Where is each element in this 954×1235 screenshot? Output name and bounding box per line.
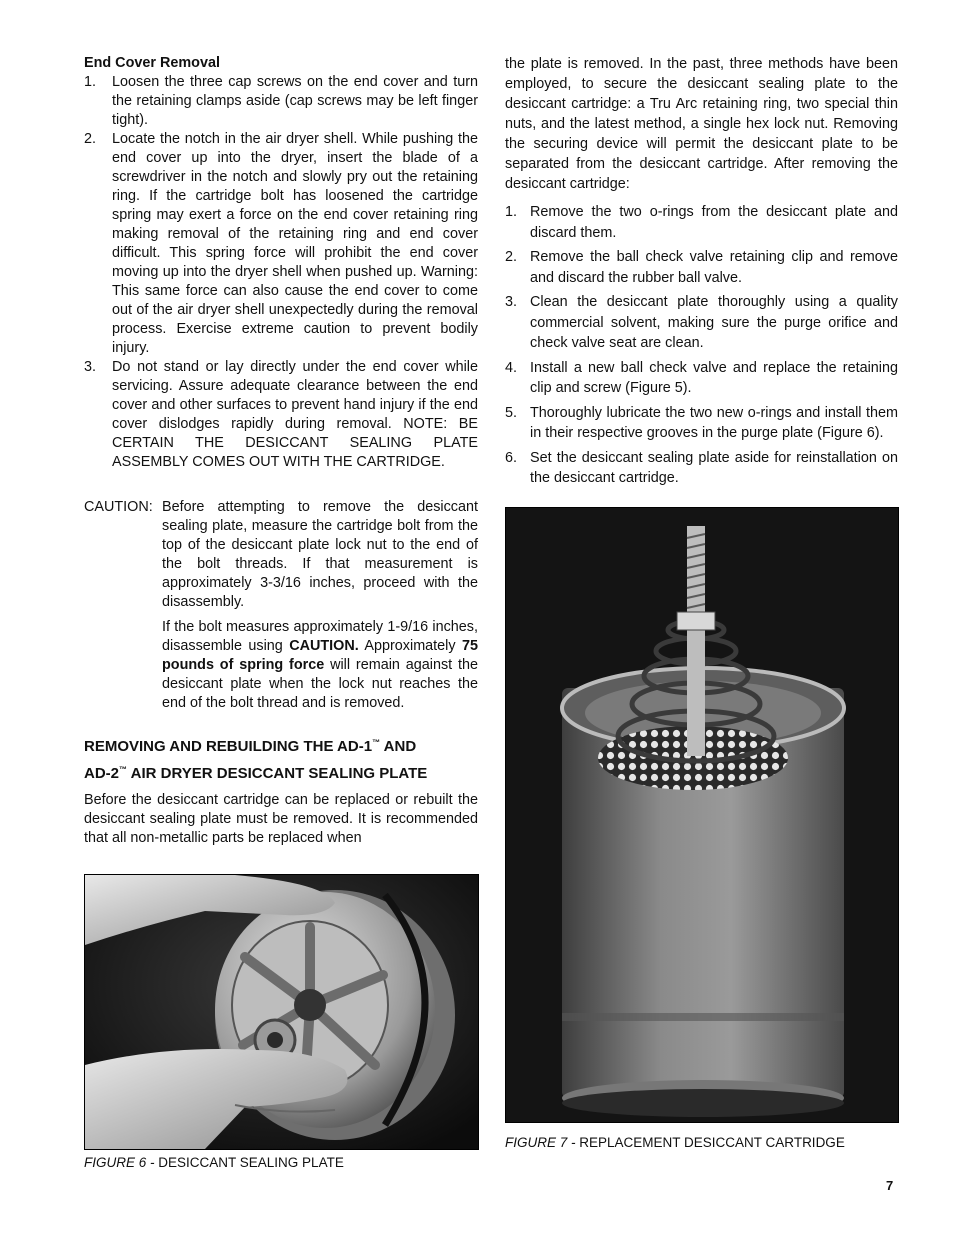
spring-force-emphasis: 75 pounds of spring force	[162, 638, 478, 673]
desiccant-cartridge-illustration	[506, 508, 898, 1122]
figure-label: FIGURE 6 -	[84, 1155, 155, 1170]
left-column	[84, 54, 478, 848]
trademark-mark: ™	[372, 738, 381, 747]
step-number: 1.	[505, 204, 518, 220]
step-text: Clean the desiccant plate thoroughly using a quality commercial solvent, making sure the purge orifice and check valve seat are clean.	[530, 294, 898, 351]
title-part: AND	[380, 738, 417, 755]
title-part: REMOVING AND REBUILDING THE AD-1	[84, 738, 373, 755]
list-item	[505, 358, 898, 399]
trademark-mark: ™	[119, 765, 128, 774]
caution-label: CAUTION:	[84, 499, 153, 515]
list-item	[505, 448, 898, 489]
right-column	[505, 54, 898, 493]
figure-label: FIGURE 7 -	[505, 1135, 576, 1150]
step-text: Remove the ball check valve retaining clip and remove and discard the rubber ball valve.	[530, 249, 898, 286]
end-cover-steps	[84, 73, 478, 472]
step-text: Remove the two o-rings from the desiccant plate and discard them.	[530, 204, 898, 241]
step-number: 6.	[505, 449, 518, 466]
caution-paragraph-2	[162, 618, 478, 713]
caution-paragraph-1: Before attempting to remove the desiccant sealing plate, measure the cartridge bolt from the top of the desiccant plate lock nut to the end of the bolt threads. If that measurement is approximately 3-3/16 inches, proceed with the disassembly.	[162, 499, 478, 610]
right-intro: the plate is removed. In the past, three methods have been employed, to secure the desiccant sealing plate to the desiccant cartridge: a Tru Arc retaining ring, two special thin nuts, and the latest method, a single hex lock nut. Removing the securing device will permit the desiccant plate to be separated from the desiccant cartridge. After removing the desiccant cartridge:	[505, 56, 898, 192]
list-item	[505, 292, 898, 354]
figure-6-photo	[84, 874, 479, 1150]
page-number: 7	[886, 1178, 894, 1193]
section-heading-end-cover-removal: End Cover Removal	[84, 55, 220, 71]
list-item	[505, 403, 898, 444]
caution-text: will remain against the desiccant plate when the lock nut reaches the end of the bolt thread and is removed.	[162, 657, 478, 711]
caution-text: If the bolt measures approximately 1-9/16 inches, disassemble using	[162, 619, 478, 654]
figure-caption-text: REPLACEMENT DESICCANT CARTRIDGE	[575, 1135, 845, 1150]
figure-7-caption	[505, 1133, 845, 1152]
step-text: Set the desiccant sealing plate aside for reinstallation on the desiccant cartridge.	[530, 449, 898, 486]
step-number: 2.	[84, 131, 97, 147]
sealing-plate-illustration	[85, 875, 478, 1149]
plate-steps	[505, 202, 898, 489]
title-part: AD-2	[84, 765, 120, 782]
step-text: Locate the notch in the air dryer shell. While pushing the end cover up into the dryer, insert the blade of a screwdriver in the notch and slowly pry out the retaining ring. If the cartridge bolt has loosened the cartridge spring may exert a force on the end cover retaining ring making removal of the retaining ring and end cover difficult. This spring force will prohibit the end cover moving up into the dryer shell when pushed up. Warning: This same force can also cause the end cover to come out of the air dryer shell unexpectedly during the removal process. Exercise extreme caution to prevent bodily injury.	[112, 131, 478, 356]
step-text: Do not stand or lay directly under the end cover while servicing. Assure adequate clearance between the end cover and other surfaces to prevent hand injury if the end cover dislodges rapidly during removal. NOTE: BE CERTAIN THE DESICCANT SEALING PLATE ASSEMBLY COMES OUT WITH THE CARTRIDGE.	[112, 359, 478, 470]
list-item	[505, 202, 898, 243]
step-number: 4.	[505, 359, 518, 376]
step-number: 2.	[505, 249, 518, 265]
figure-caption-text: DESICCANT SEALING PLATE	[154, 1155, 344, 1170]
step-number: 3.	[505, 294, 518, 310]
list-item	[505, 247, 898, 288]
caution-emphasis: CAUTION.	[289, 638, 359, 654]
title-part: AIR DRYER DESICCANT SEALING PLATE	[127, 765, 428, 782]
caution-block	[84, 498, 478, 713]
step-number: 3.	[84, 359, 97, 375]
step-text: Loosen the three cap screws on the end cover and turn the retaining clamps aside (cap screws may be left finger tight).	[112, 74, 478, 128]
caution-body	[162, 498, 478, 713]
step-text: Install a new ball check valve and replace the retaining clip and screw (Figure 5).	[530, 359, 898, 396]
figure-6-caption	[84, 1153, 344, 1172]
list-item	[84, 130, 478, 358]
list-item	[84, 73, 478, 130]
step-number: 5.	[505, 404, 518, 421]
section-title-rebuilding	[84, 731, 478, 785]
list-item	[84, 358, 478, 472]
rebuilding-intro: Before the desiccant cartridge can be replaced or rebuilt the desiccant sealing plate must be removed. It is recommended that all non-metallic parts be replaced when	[84, 792, 478, 846]
caution-text: Approximately	[358, 638, 462, 654]
figure-7-photo	[505, 507, 899, 1123]
step-number: 1.	[84, 74, 97, 90]
step-text: Thoroughly lubricate the two new o-rings and install them in their respective grooves in the purge plate (Figure 6).	[530, 404, 898, 441]
